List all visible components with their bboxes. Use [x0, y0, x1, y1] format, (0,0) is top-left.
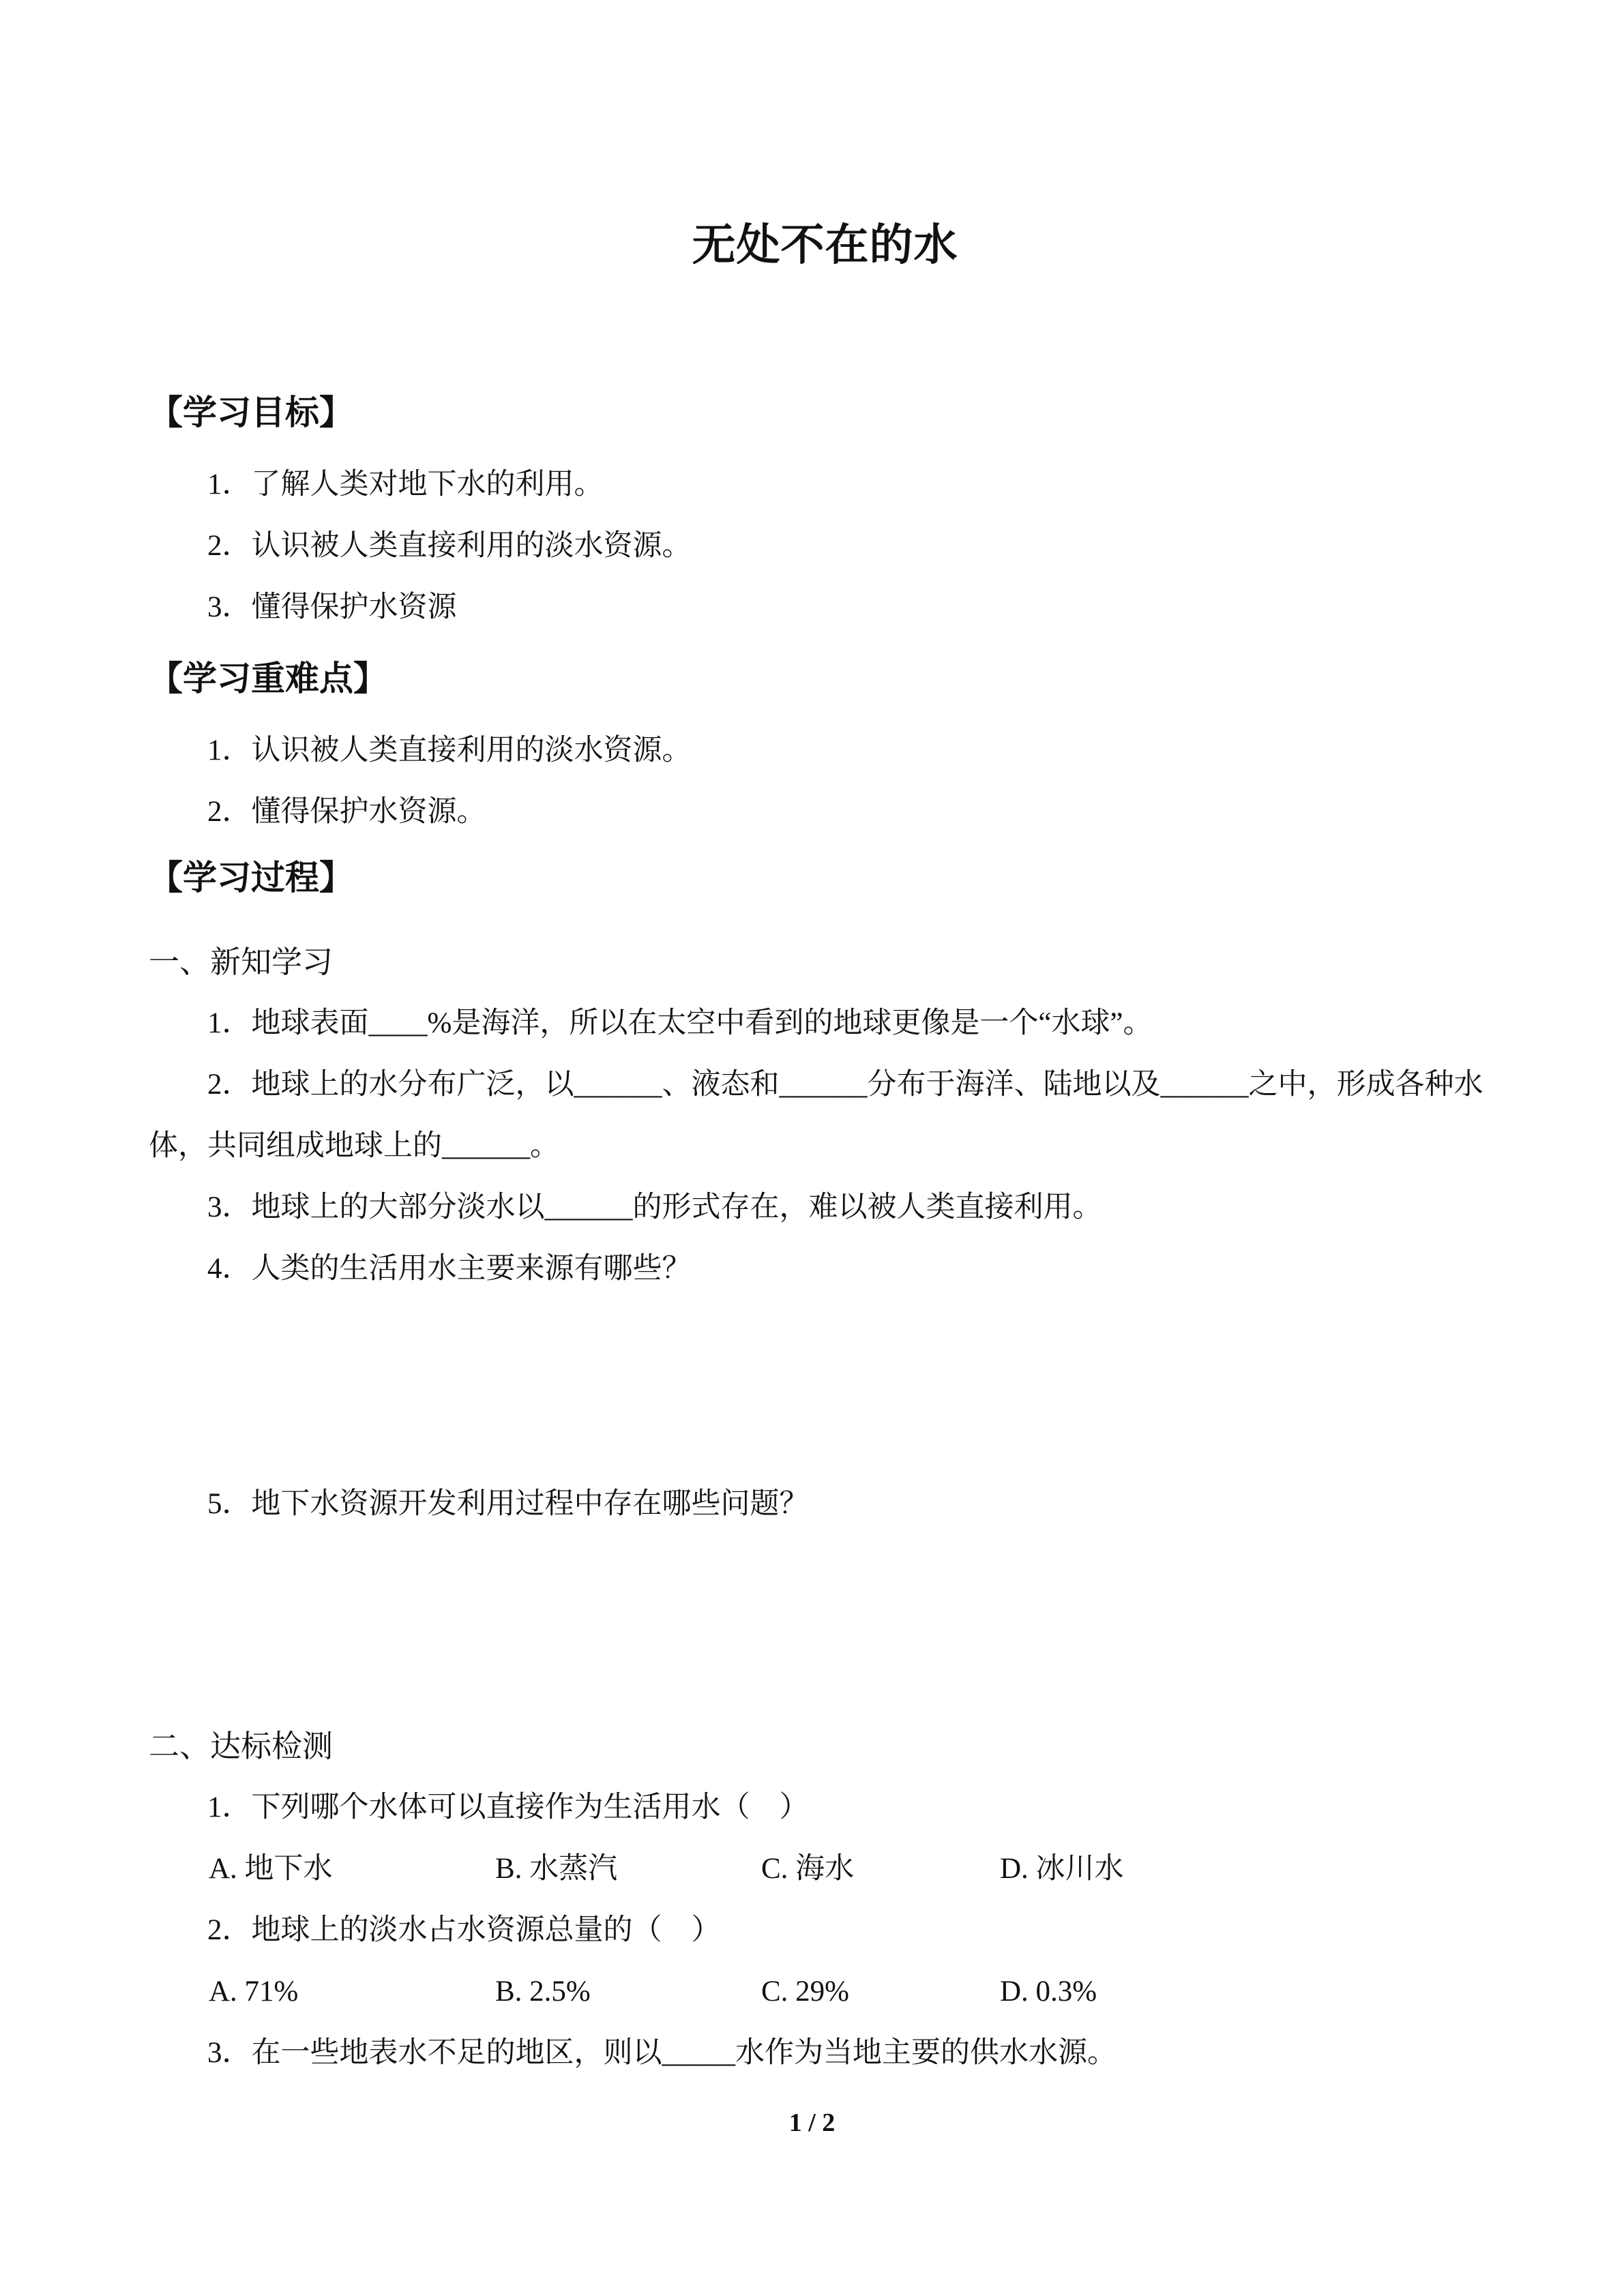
choice-option: D. 0.3%: [1000, 1976, 1097, 2008]
choice-option: C. 29%: [761, 1976, 849, 2008]
choice-option: B. 2.5%: [495, 1976, 591, 2008]
open-question: 5．地下水资源开发利用过程中存在哪些问题？: [207, 1488, 809, 1520]
part-heading-assessment: 二、达标检测: [149, 1729, 334, 1763]
open-question: 4．人类的生活用水主要来源有哪些？: [207, 1253, 692, 1285]
fill-blank-question: 3．在一些地表水不足的地区，则以_____水作为当地主要的供水水源。: [207, 2037, 1117, 2069]
objective-item: 1．了解人类对地下水的利用。: [207, 468, 604, 501]
objective-item: 3．懂得保护水资源: [207, 591, 457, 623]
part-heading-new-knowledge: 一、新知学习: [149, 945, 334, 979]
section-heading-process: 【学习过程】: [149, 859, 353, 897]
objective-item: 2．认识被人类直接利用的淡水资源。: [207, 530, 692, 562]
objectives-list: [149, 454, 1501, 638]
choice-options-row: [149, 1961, 1501, 2023]
choice-option: B. 水蒸汽: [495, 1853, 618, 1885]
choice-option: D. 冰川水: [1000, 1853, 1124, 1885]
fill-blank-question: 2．地球上的水分布广泛，以______、液态和______分布于海洋、陆地以及______之中，形成各种水体，共同组成地球上的______。: [149, 1069, 1483, 1162]
new-knowledge-list: [149, 993, 1501, 1535]
choice-question: 2．地球上的淡水占水资源总量的（ ）: [207, 1914, 721, 1946]
fill-blank-question: 3．地球上的大部分淡水以______的形式存在，难以被人类直接利用。: [207, 1191, 1102, 1223]
assessment-list: [149, 1777, 1501, 2084]
choice-options-row: [149, 1838, 1501, 1900]
section-heading-key-points: 【学习重难点】: [149, 659, 387, 698]
key-point-item: 1．认识被人类直接利用的淡水资源。: [207, 734, 692, 766]
page-title: 无处不在的水: [692, 221, 958, 269]
choice-option: A. 地下水: [209, 1853, 333, 1885]
choice-option: C. 海水: [761, 1853, 855, 1885]
choice-question: 1．下列哪个水体可以直接作为生活用水（ ）: [207, 1791, 809, 1823]
fill-blank-question: 1．地球表面____%是海洋，所以在太空中看到的地球更像是一个“水球”。: [207, 1007, 1153, 1039]
choice-option: A. 71%: [209, 1976, 299, 2008]
key-point-item: 2．懂得保护水资源。: [207, 796, 486, 828]
key-points-list: [149, 720, 1501, 843]
page-number: 1 / 2: [788, 2108, 836, 2137]
section-heading-objectives: 【学习目标】: [149, 393, 353, 432]
